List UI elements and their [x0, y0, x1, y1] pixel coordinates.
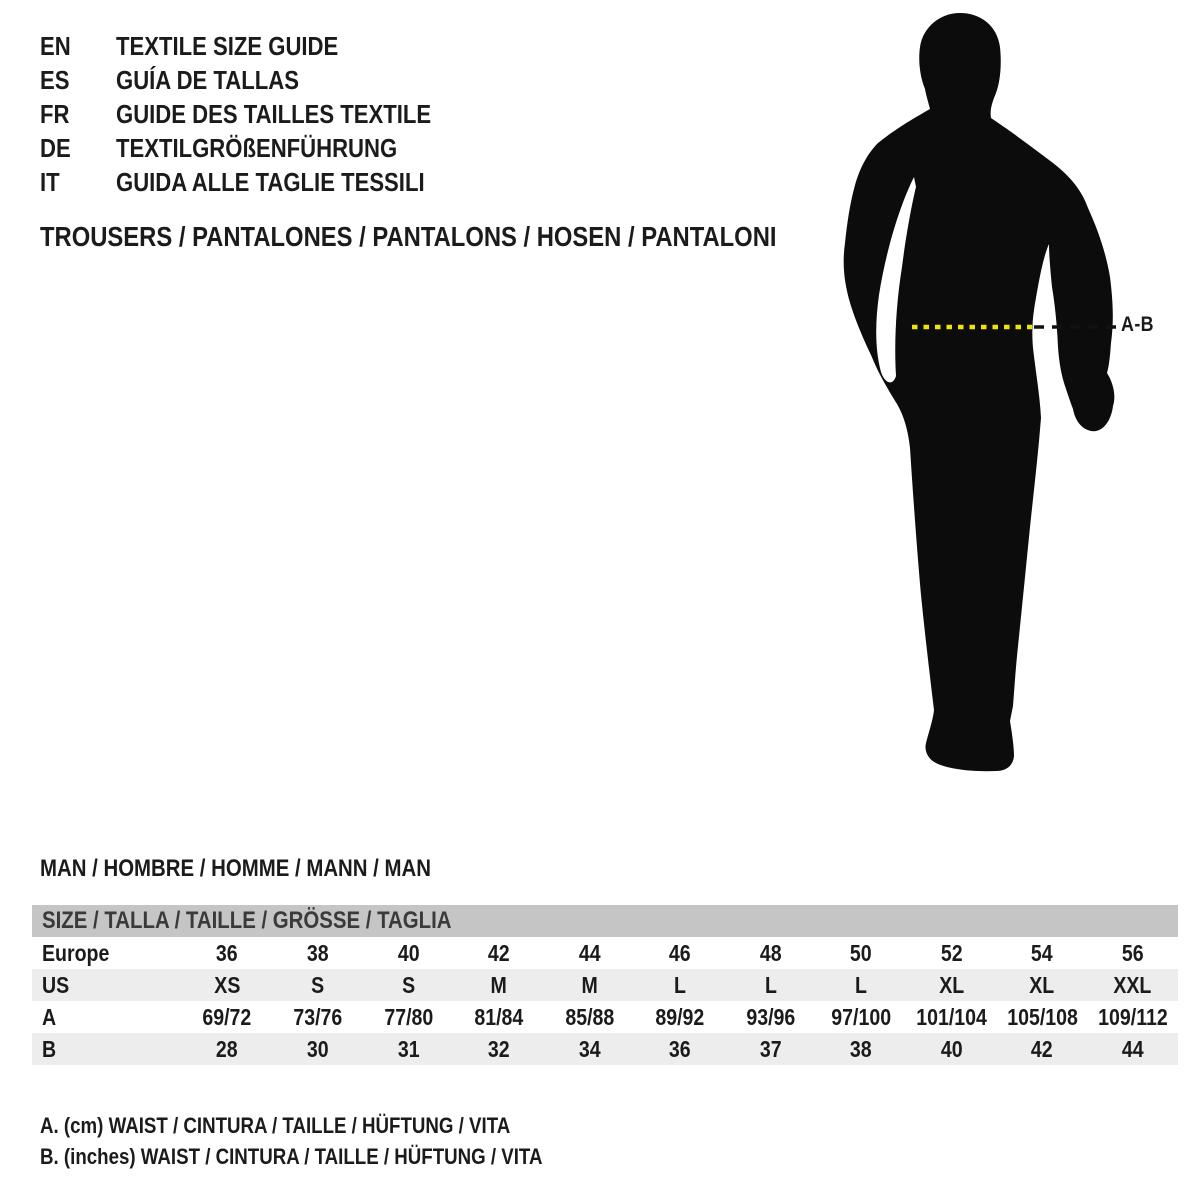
size-table-cell: 93/96: [746, 1003, 795, 1030]
size-table-cell: 40: [397, 939, 420, 966]
footnote-b: B. (inches) WAIST / CINTURA / TAILLE / HÜFTUNG / VITA: [40, 1144, 543, 1169]
size-table-cell: 48: [759, 939, 782, 966]
language-row: [40, 29, 487, 63]
language-label: TEXTILE SIZE GUIDE: [116, 30, 339, 61]
size-table-row-a-cm: [32, 1001, 1178, 1033]
size-table-row-us: [32, 969, 1178, 1001]
size-table-cell: 37: [759, 1035, 782, 1062]
language-row: [40, 131, 487, 165]
size-table-cell: 50: [850, 939, 872, 966]
language-list: [40, 29, 487, 199]
man-silhouette-svg: [830, 5, 1160, 780]
size-table-cell: L: [855, 971, 868, 998]
size-table-cell: 30: [306, 1035, 329, 1062]
size-table-cell: 101/104: [916, 1003, 987, 1030]
section-title-man: MAN / HOMBRE / HOMME / MANN / MAN: [40, 855, 431, 882]
size-table-cell: 44: [1121, 1035, 1144, 1062]
language-label: GUIDA ALLE TAGLIE TESSILI: [116, 166, 425, 197]
size-table-cell: 32: [488, 1035, 510, 1062]
size-table-cell: 40: [940, 1035, 963, 1062]
size-table-row-b-inches: [32, 1033, 1178, 1065]
size-table-cell: 38: [850, 1035, 872, 1062]
size-table-cell: M: [581, 971, 598, 998]
language-row: [40, 165, 487, 199]
size-table-row-europe: [32, 937, 1178, 969]
language-code: IT: [40, 166, 60, 197]
size-table-cell: 42: [1031, 1035, 1054, 1062]
size-table-cell: 38: [306, 939, 329, 966]
size-table-cell: 54: [1031, 939, 1054, 966]
size-table-cell: 73/76: [293, 1003, 343, 1030]
measurement-label-ab: A-B: [1121, 313, 1155, 336]
size-table-cell: M: [490, 971, 508, 998]
size-table-cell: 52: [940, 939, 963, 966]
row-label-b: B: [42, 1035, 57, 1062]
category-title: TROUSERS / PANTALONES / PANTALONS / HOSEN / PANTALONI: [40, 221, 777, 252]
size-table-cell: 56: [1121, 939, 1144, 966]
row-label-a: A: [42, 1003, 57, 1030]
size-table-cell: XS: [214, 971, 241, 998]
language-code: ES: [40, 64, 70, 95]
size-table-cell: L: [674, 971, 686, 998]
size-table-cell: 85/88: [564, 1003, 614, 1030]
size-table-cell: 28: [216, 1035, 239, 1062]
size-table-cell: 89/92: [655, 1003, 705, 1030]
size-table-cell: 109/112: [1097, 1003, 1168, 1030]
size-table: [32, 905, 1178, 1065]
man-silhouette-figure: [830, 5, 1160, 780]
language-label: TEXTILGRÖßENFÜHRUNG: [116, 132, 398, 163]
language-label: GUÍA DE TALLAS: [116, 64, 299, 95]
size-table-cell: 81/84: [474, 1003, 524, 1030]
size-table-cell: 77/80: [383, 1003, 433, 1030]
size-table-cell: S: [401, 971, 415, 998]
size-table-cell: 36: [669, 1035, 691, 1062]
language-code: EN: [40, 30, 71, 61]
footnote-a: A. (cm) WAIST / CINTURA / TAILLE / HÜFTUNG / VITA: [40, 1113, 511, 1138]
size-table-header-label: SIZE / TALLA / TAILLE / GRÖSSE / TAGLIA: [42, 907, 452, 934]
language-row: [40, 63, 487, 97]
size-table-cell: 36: [216, 939, 239, 966]
silhouette-path: [844, 13, 1115, 771]
size-table-cell: 44: [578, 939, 601, 966]
language-label: GUIDE DES TAILLES TEXTILE: [116, 98, 432, 129]
size-table-cell: XXL: [1113, 971, 1152, 998]
language-code: DE: [40, 132, 71, 163]
size-table-cell: S: [311, 971, 325, 998]
language-row: [40, 97, 487, 131]
size-table-cell: XL: [1029, 971, 1055, 998]
size-table-cell: L: [764, 971, 777, 998]
size-table-header: [32, 905, 1178, 937]
size-table-cell: 97/100: [831, 1003, 891, 1030]
size-table-cell: 46: [669, 939, 691, 966]
size-table-cell: 105/108: [1006, 1003, 1078, 1030]
size-table-cell: 69/72: [202, 1003, 252, 1030]
language-code: FR: [40, 98, 70, 129]
size-table-cell: XL: [939, 971, 965, 998]
row-label-europe: Europe: [42, 939, 110, 966]
size-table-cell: 34: [578, 1035, 601, 1062]
size-table-cell: 31: [397, 1035, 420, 1062]
row-label-us: US: [42, 971, 70, 998]
footnotes: [40, 1110, 631, 1172]
size-table-cell: 42: [488, 939, 510, 966]
